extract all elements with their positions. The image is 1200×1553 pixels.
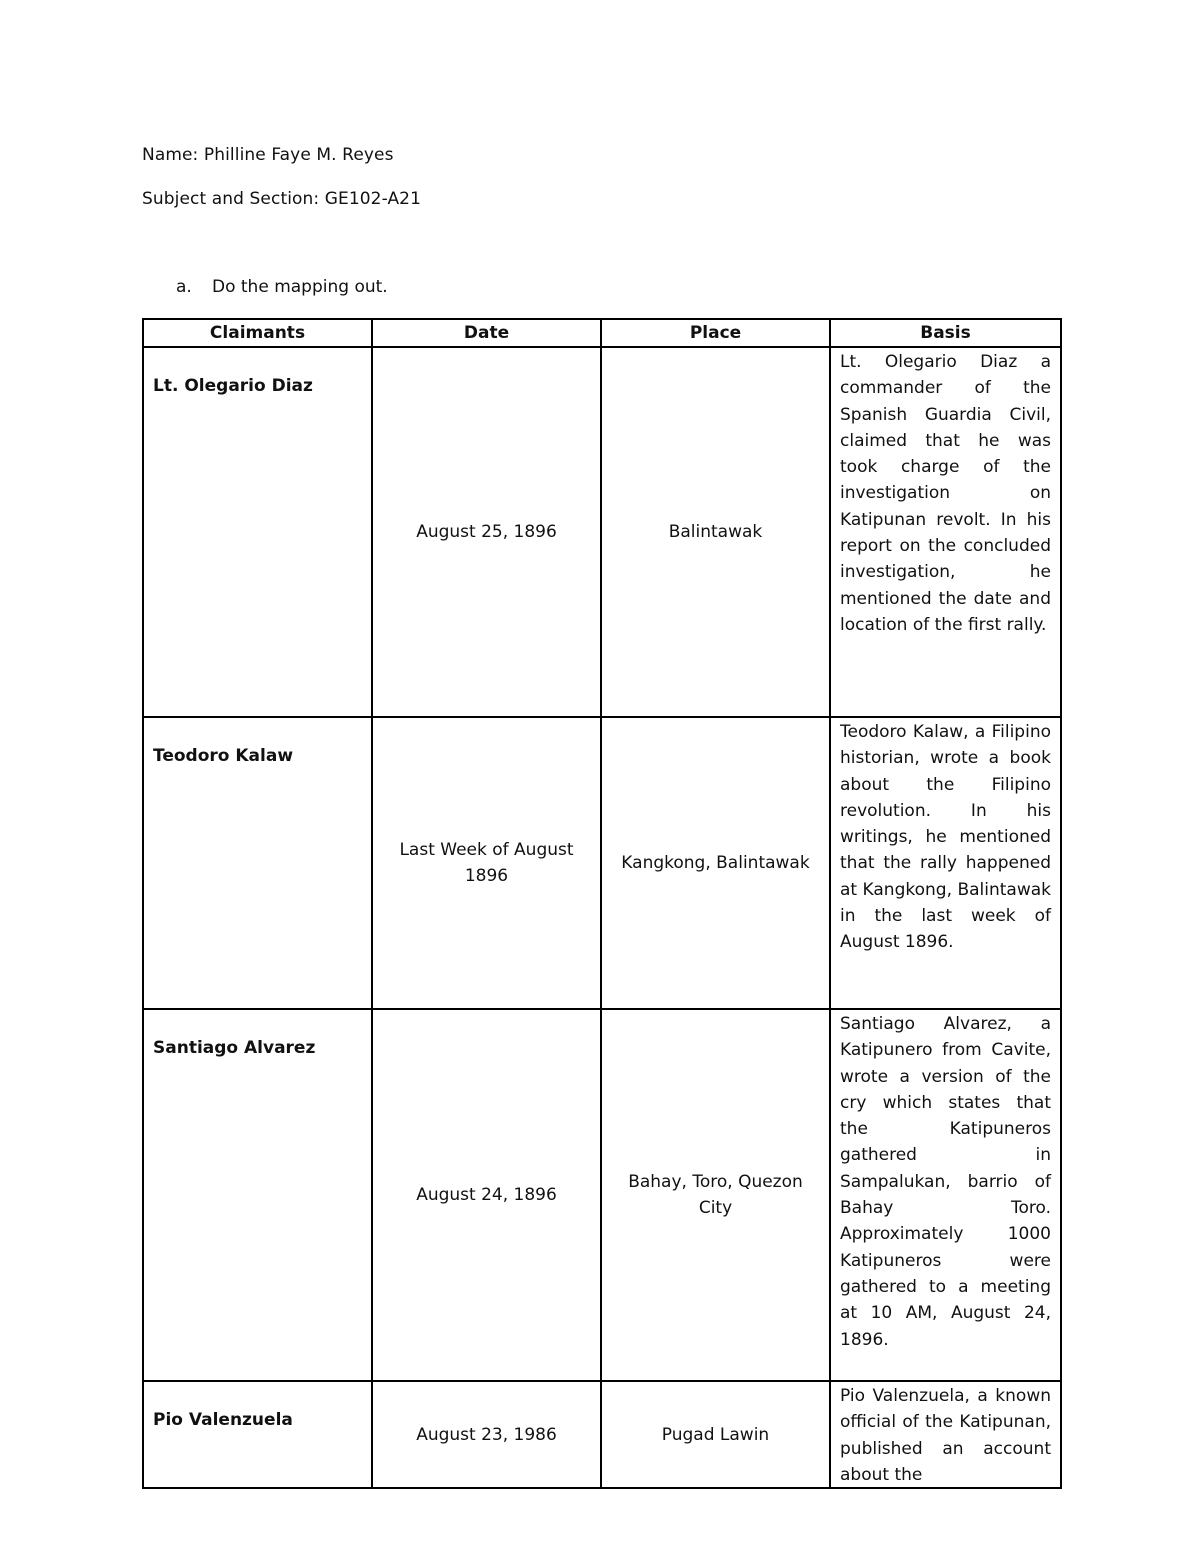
mapping-table — [142, 318, 1062, 1489]
table-row — [143, 1009, 1061, 1381]
header-place: Place — [601, 319, 830, 347]
header-date: Date — [372, 319, 601, 347]
claimant-cell: Pio Valenzuela — [143, 1381, 372, 1488]
table-row — [143, 1381, 1061, 1488]
table-row — [143, 347, 1061, 717]
basis-cell: Teodoro Kalaw, a Filipino historian, wrote a book about the Filipino revolution. In his writings, he mentioned that the rally happened at Kangkong, Balintawak in the last week of August 1896. — [830, 717, 1061, 1009]
date-cell: August 23, 1986 — [372, 1381, 601, 1488]
place-cell: Balintawak — [601, 347, 830, 717]
date-cell: Last Week of August 1896 — [372, 717, 601, 1009]
basis-cell-text: Pio Valenzuela, a known official of the Katipunan, published an account about the — [840, 1386, 1051, 1485]
subject-section-line: Subject and Section: GE102-A21 — [142, 189, 422, 209]
instruction-text: Do the mapping out. — [212, 277, 388, 297]
header-claimants: Claimants — [143, 319, 372, 347]
basis-cell: Lt. Olegario Diaz a commander of the Spanish Guardia Civil, claimed that he was took charge of the investigation on Katipunan revolt. In his report on the concluded investigation, he mentioned the date and location of the first rally. — [830, 347, 1061, 717]
student-name-line: Name: Philline Faye M. Reyes — [142, 145, 394, 165]
table-header-row — [143, 319, 1061, 347]
claimant-cell: Santiago Alvarez — [143, 1009, 372, 1381]
place-cell: Bahay, Toro, Quezon City — [601, 1009, 830, 1381]
header-basis: Basis — [830, 319, 1061, 347]
table-row — [143, 717, 1061, 1009]
date-cell: August 24, 1896 — [372, 1009, 601, 1381]
basis-cell — [830, 1381, 1061, 1488]
claimant-cell: Lt. Olegario Diaz — [143, 347, 372, 717]
instruction-item — [142, 277, 388, 297]
date-cell: August 25, 1896 — [372, 347, 601, 717]
basis-cell: Santiago Alvarez, a Katipunero from Cavite, wrote a version of the cry which states that the Katipuneros gathered in Sampalukan, barrio of Bahay Toro. Approximately 1000 Katipuneros were gathered to a meeting at 10 AM, August 24, 1896. — [830, 1009, 1061, 1381]
claimant-cell: Teodoro Kalaw — [143, 717, 372, 1009]
list-marker: a. — [176, 277, 192, 297]
place-cell: Pugad Lawin — [601, 1381, 830, 1488]
place-cell: Kangkong, Balintawak — [601, 717, 830, 1009]
